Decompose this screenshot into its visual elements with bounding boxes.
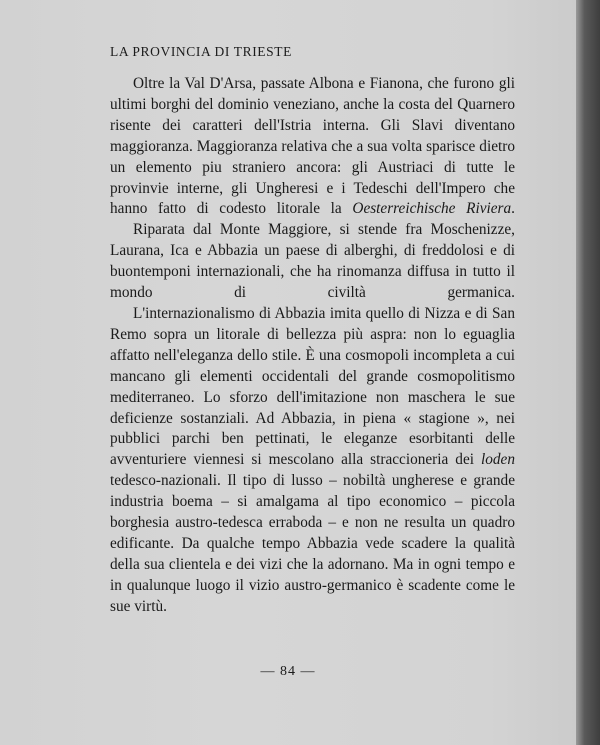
paragraph-1-text: Oltre la Val D'Arsa, passate Albona e Fianona, che furono gli ultimi borghi del dominio veneziano, anche la costa del Quarnero risente dei caratteri dell'Istria interna. Gli Slavi diventano maggioranza. Maggioranza relativa che a sua volta sparisce dietro un elemento piu straniero ancora: gli Austriaci di tutte le provinvie interne, gli Ungheresi e i Tedeschi dell'Impero che hanno fatto di codesto litorale la [110, 75, 515, 218]
body-text [110, 74, 515, 618]
paragraph-3 [110, 304, 515, 618]
paragraph-1-italic: Oesterreichische Riviera [352, 200, 512, 218]
paragraph-3-end: tedesco-nazionali. Il tipo di lusso – nobiltà ungherese e grande industria boema – si amalgama al tipo economico – piccola borghesia austro-tedesca erraboda – e non ne resulta un quadro edificante. Da qualche tempo Abbazia vede scadere la qualità della sua clientela e dei vizi che la adornano. Ma in ogni tempo e in qualunque luogo il vizio austro-germanico è scadente come le sue virtù. [110, 472, 515, 615]
paragraph-2-text: Riparata dal Monte Maggiore, si stende fra Moschenizze, Laurana, Ica e Abbazia un paese di alberghi, di freddolosi e di buontemponi internazionali, che ha rinomanza diffusa in tutto il mondo di civiltà germanica. [110, 221, 515, 302]
paragraph-1-end: . [511, 200, 515, 218]
paragraph-2 [110, 220, 515, 304]
page-number: — 84 — [260, 664, 316, 679]
paragraph-1 [110, 74, 515, 220]
paragraph-3-text: L'internazionalismo di Abbazia imita quello di Nizza e di San Remo sopra un litorale di bellezza più aspra: non lo eguaglia affatto nell'eleganza dello stile. È una cosmopoli incompleta a cui mancano gli elementi occidentali del grande cosmopolitismo mediterraneo. Lo sforzo dell'imitazione non maschera le sue deficienze sostanziali. Ad Abbazia, in piena « stagione », nei pubblici parchi ben pettinati, le eleganze esorbitanti delle avventuriere viennesi si mescolano alla straccioneria dei [110, 304, 515, 469]
paragraph-3-italic: loden [481, 451, 515, 469]
running-head: LA PROVINCIA DI TRIESTE [110, 44, 292, 59]
book-gutter-shadow [576, 0, 600, 745]
